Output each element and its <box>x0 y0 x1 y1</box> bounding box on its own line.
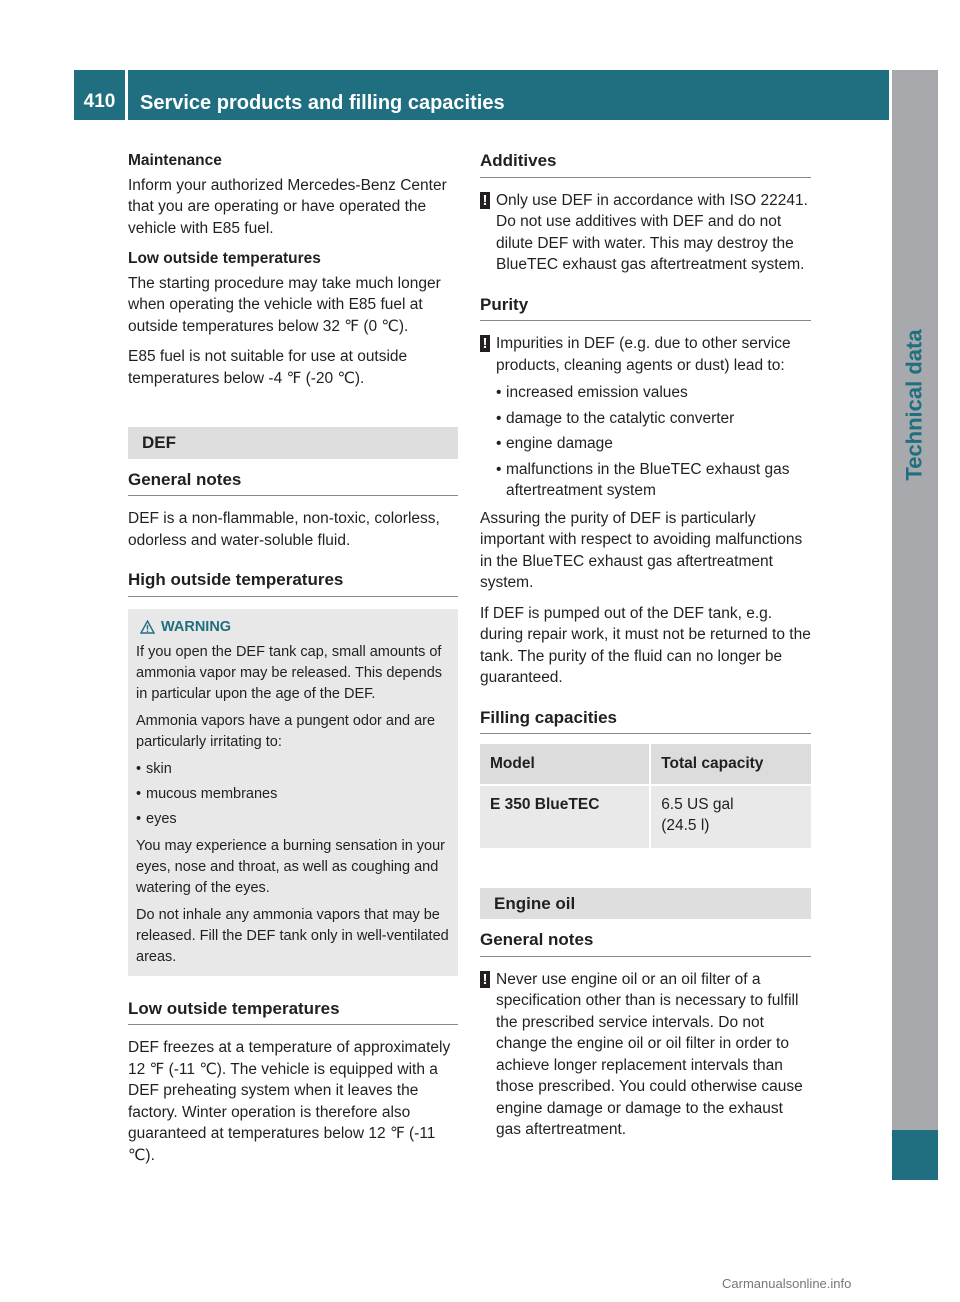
list-item: • increased emission values <box>496 382 811 404</box>
engine-oil-note: ! Never use engine oil or an oil filter of a specification other than is necessary to fulfill the prescribed service intervals. Do not change the engine oil or oil filter in order to achieve longer replacement intervals than those prescribed. You could otherwise cause engine damage or damage to the exhaust gas aftertreatment. <box>480 969 811 1141</box>
notice-icon: ! <box>480 192 490 209</box>
table-header-row <box>480 744 811 785</box>
page-title: Service products and filling capacities <box>128 70 889 120</box>
filling-capacities-table <box>480 744 811 848</box>
general-notes-heading: General notes <box>128 469 458 497</box>
list-item: • damage to the catalytic converter <box>496 408 811 430</box>
cell-model: E 350 BlueTEC <box>480 785 650 848</box>
engine-general-notes-heading: General notes <box>480 929 811 957</box>
low-temp-text-2: E85 fuel is not suitable for use at outside temperatures below -4 ℉ (-20 ℃). <box>128 348 408 387</box>
warning-text-1: If you open the DEF tank cap, small amounts of ammonia vapor may be released. This depends in particular upon the age of the DEF. <box>136 643 443 702</box>
left-column <box>128 150 458 1175</box>
side-tab-label: Technical data <box>902 329 928 481</box>
def-section-title: DEF <box>128 427 458 459</box>
maintenance-text: Inform your authorized Mercedes-Benz Center that you are operating or have operated the vehicle with E85 fuel. <box>128 176 447 237</box>
list-item: • malfunctions in the BlueTEC exhaust gas aftertreatment system <box>496 459 811 502</box>
notice-icon: ! <box>480 971 490 988</box>
warning-text-4: Do not inhale any ammonia vapors that may be released. Fill the DEF tank only in well-ventilated areas. <box>136 906 449 965</box>
warning-text-3: You may experience a burning sensation in your eyes, nose and throat, as well as coughing and watering of the eyes. <box>136 837 445 896</box>
low-temp-heading: Low outside temperatures <box>128 250 321 267</box>
list-item: • mucous membranes <box>136 784 450 805</box>
purity-heading: Purity <box>480 294 811 322</box>
side-tab-marker <box>892 1130 938 1180</box>
footer-watermark: Carmanualsonline.info <box>722 1276 852 1291</box>
warning-list <box>136 759 450 830</box>
low-temp-2-heading: Low outside temperatures <box>128 998 458 1026</box>
maintenance-heading: Maintenance <box>128 152 222 169</box>
low-temp-text-1: The starting procedure may take much longer when operating the vehicle with E85 fuel at outside temperatures below 32 ℉ (0 ℃). <box>128 274 441 335</box>
warning-title: WARNING <box>136 617 450 638</box>
column-header-model: Model <box>480 744 650 785</box>
high-temp-heading: High outside temperatures <box>128 569 458 597</box>
notice-icon: ! <box>480 335 490 352</box>
list-item: • engine damage <box>496 433 811 455</box>
engine-oil-section-title: Engine oil <box>480 888 811 920</box>
warning-box <box>128 609 458 976</box>
page-number: 410 <box>74 70 125 120</box>
purity-list <box>496 382 811 502</box>
purity-note: ! Impurities in DEF (e.g. due to other service products, cleaning agents or dust) lead to: • increased emission values • damage to the catalytic converter • engine damage • malfunctions in the BlueTEC exhaust gas aftertreatment system <box>480 333 811 502</box>
right-column <box>480 150 811 1159</box>
general-notes-text: DEF is a non-flammable, non-toxic, colorless, odorless and water-soluble fluid. <box>128 510 440 549</box>
additives-note: ! Only use DEF in accordance with ISO 22241. Do not use additives with DEF and do not dilute DEF with water. This may destroy the BlueTEC exhaust gas aftertreatment system. <box>480 190 811 276</box>
column-header-capacity: Total capacity <box>650 744 811 785</box>
purity-text-2: If DEF is pumped out of the DEF tank, e.g. during repair work, it must not be returned to the tank. The purity of the fluid can no longer be guaranteed. <box>480 604 811 686</box>
list-item: • skin <box>136 759 450 780</box>
warning-triangle-icon <box>140 620 155 634</box>
warning-text-2: Ammonia vapors have a pungent odor and are particularly irritating to: <box>136 712 436 750</box>
list-item: • eyes <box>136 809 450 830</box>
additives-heading: Additives <box>480 150 811 178</box>
filling-capacities-heading: Filling capacities <box>480 707 811 735</box>
low-temp-2-text: DEF freezes at a temperature of approximately 12 ℉ (-11 ℃). The vehicle is equipped with a DEF preheating system when it leaves the factory. Winter operation is therefore also guaranteed at temperatures below 12 ℉ (-11 ℃). <box>128 1039 451 1164</box>
cell-capacity: 6.5 US gal (24.5 l) <box>650 785 811 848</box>
table-row <box>480 785 811 848</box>
purity-text-1: Assuring the purity of DEF is particularly important with respect to avoiding malfunctions in the BlueTEC exhaust gas aftertreatment system. <box>480 509 803 591</box>
